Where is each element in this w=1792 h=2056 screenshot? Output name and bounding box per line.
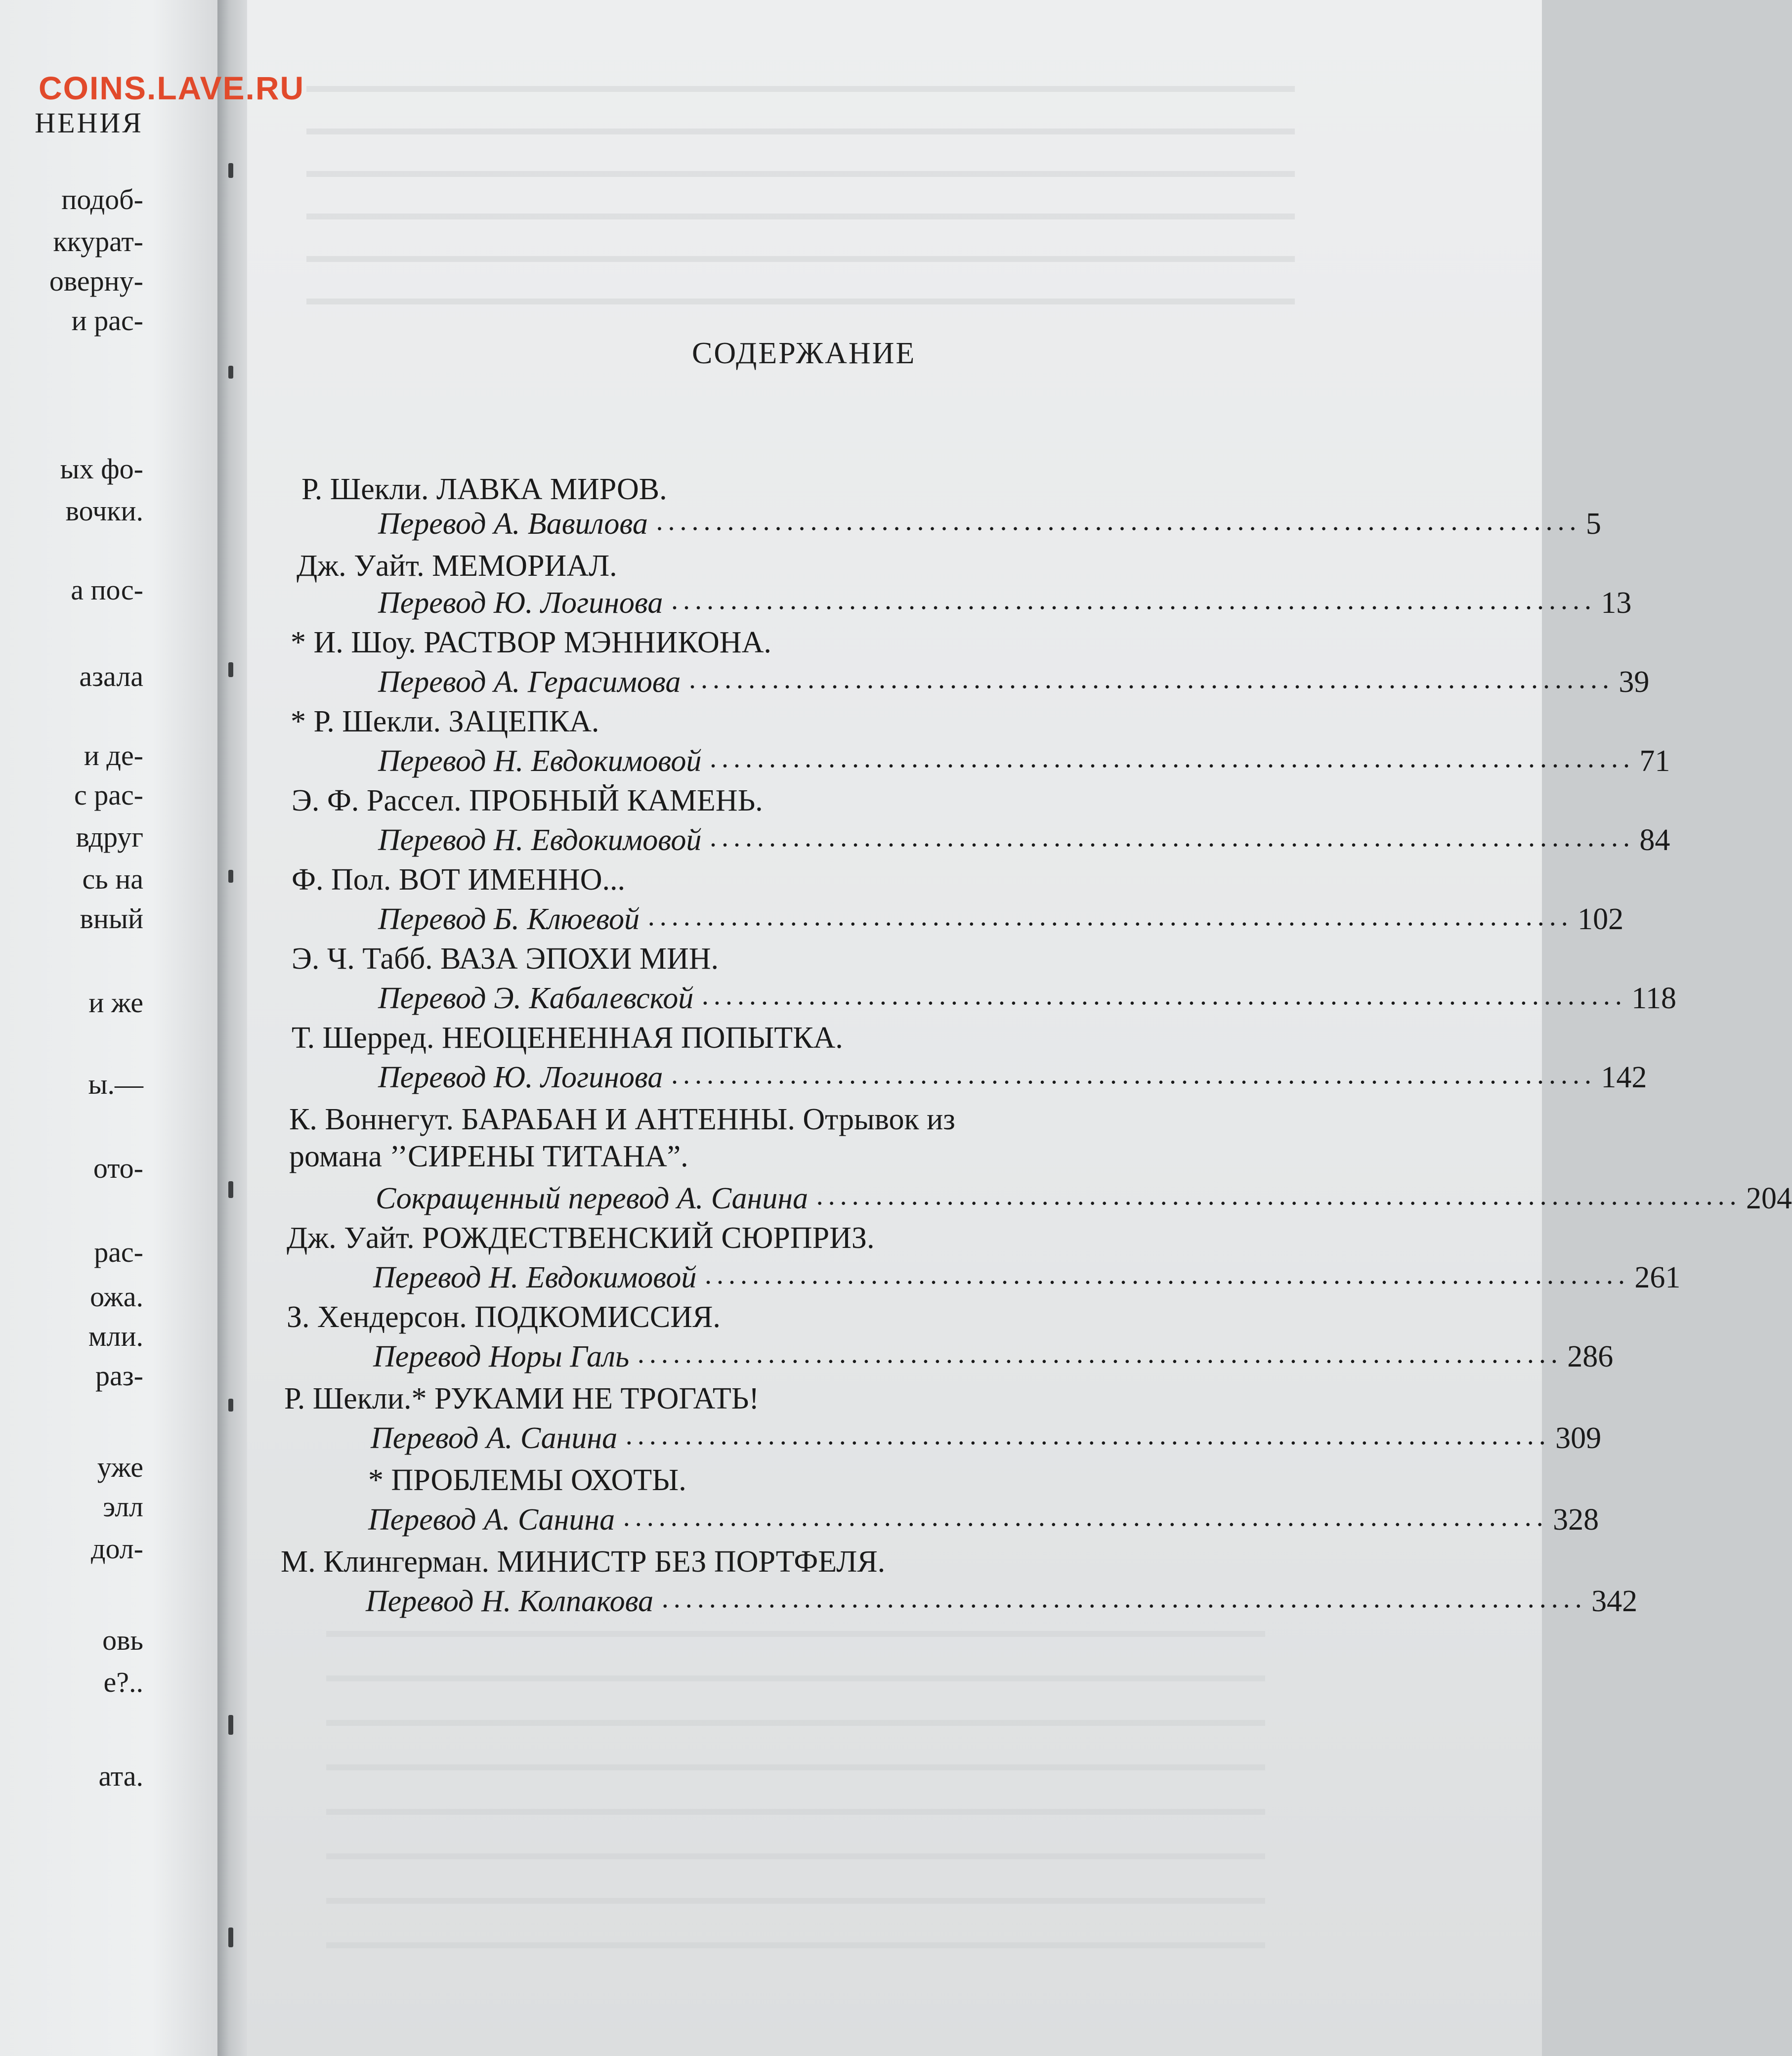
- toc-translation-row: [373, 1327, 1614, 1374]
- left-page-line: ы.—: [88, 1068, 143, 1100]
- toc-translator: Перевод Б. Клюевой: [378, 902, 640, 936]
- left-page-line: вный: [80, 902, 143, 935]
- left-page-line: и де-: [84, 739, 143, 771]
- left-page-line: ото-: [93, 1152, 143, 1184]
- left-page-line: мли.: [88, 1320, 143, 1352]
- toc-leader-dots: ..............................................................................: [638, 1338, 1564, 1369]
- toc-author-title: Э. Ч. Табб. ВАЗА ЭПОХИ МИН.: [292, 942, 719, 976]
- left-page-line: и же: [88, 986, 143, 1019]
- toc-leader-dots: ..............................................................................: [626, 1420, 1552, 1451]
- left-page-line: уже: [97, 1451, 143, 1483]
- toc-page-number: 102: [1578, 902, 1624, 936]
- left-page-line: дол-: [90, 1533, 143, 1565]
- toc-translator: Перевод Н. Евдокимовой: [378, 823, 702, 857]
- toc-author-title: Э. Ф. Рассел. ПРОБНЫЙ КАМЕНЬ.: [292, 784, 763, 817]
- toc-leader-dots: ..............................................................................: [672, 585, 1597, 615]
- toc-author-title: К. Воннегут. БАРАБАН И АНТЕННЫ. Отрывок из: [289, 1103, 955, 1136]
- toc-translator: Перевод Ю. Логинова: [378, 1061, 663, 1094]
- toc-translator: Перевод А. Санина: [371, 1421, 618, 1455]
- left-page-line: овь: [102, 1624, 143, 1656]
- left-page-line: вочки.: [65, 495, 143, 527]
- left-page-line: с рас-: [74, 779, 143, 811]
- toc-page-number: 142: [1601, 1061, 1647, 1094]
- toc-page-number: 328: [1553, 1503, 1599, 1537]
- toc-author-title: Т. Шерред. НЕОЦЕНЕННАЯ ПОПЫТКА.: [292, 1021, 843, 1055]
- toc-translator: Перевод Н. Колпакова: [366, 1585, 654, 1618]
- toc-translator: Перевод А. Санина: [368, 1503, 615, 1537]
- toc-heading: СОДЕРЖАНИЕ: [692, 337, 916, 370]
- toc-page-number: 286: [1567, 1340, 1614, 1373]
- toc-page-number: 309: [1555, 1421, 1602, 1455]
- left-page-line: а пос-: [71, 574, 143, 606]
- left-page-line: азала: [79, 660, 143, 692]
- toc-author-title: * Р. Шекли. ЗАЦЕПКА.: [291, 705, 599, 738]
- toc-leader-dots: ..............................................................................: [710, 822, 1636, 853]
- toc-translation-row: [366, 1572, 1638, 1619]
- toc-leader-dots: ..............................................................................: [656, 506, 1582, 536]
- toc-translator: Перевод Норы Галь: [373, 1340, 630, 1373]
- toc-translator: Перевод Н. Евдокимовой: [378, 744, 702, 778]
- toc-leader-dots: ..............................................................................: [672, 1059, 1597, 1090]
- toc-leader-dots: ..............................................................................: [624, 1501, 1549, 1532]
- toc-author-title: З. Хендерсон. ПОДКОМИССИЯ.: [287, 1300, 721, 1334]
- toc-page-number: 84: [1639, 823, 1670, 857]
- toc-author-title-continued: романа ’’СИРЕНЫ ТИТАНА”.: [289, 1140, 688, 1173]
- toc-translator: Перевод А. Герасимова: [378, 665, 681, 699]
- toc-page-number: 71: [1639, 744, 1670, 778]
- left-page-line: сь на: [82, 863, 143, 895]
- toc-author-title: М. Клингерман. МИНИСТР БЕЗ ПОРТФЕЛЯ.: [281, 1545, 886, 1579]
- toc-author-title: Дж. Уайт. МЕМОРИАЛ.: [297, 549, 617, 583]
- toc-translation-row: [371, 1409, 1602, 1456]
- watermark-logo: COINS.LAVE.RU: [39, 70, 305, 106]
- left-page-line: и рас-: [71, 304, 143, 337]
- toc-page-number: 204: [1746, 1182, 1792, 1215]
- toc-page-number: 39: [1619, 665, 1650, 699]
- toc-translator: Перевод Э. Кабалевской: [378, 982, 694, 1015]
- left-page-line: ата.: [98, 1760, 143, 1792]
- toc-page-number: 5: [1585, 507, 1601, 541]
- toc-author-title: * И. Шоу. РАСТВОР МЭННИКОНА.: [291, 626, 771, 659]
- toc-translation-row: [368, 1490, 1599, 1538]
- toc-translator: Сокращенный перевод А. Санина: [376, 1182, 808, 1215]
- toc-leader-dots: ..............................................................................: [662, 1583, 1588, 1614]
- left-page-line: е?..: [103, 1666, 143, 1698]
- left-page-line: вдруг: [76, 821, 143, 853]
- toc-page-number: 261: [1634, 1261, 1681, 1294]
- left-page-line: рас-: [94, 1236, 143, 1268]
- toc-author-title: * ПРОБЛЕМЫ ОХОТЫ.: [368, 1463, 686, 1497]
- left-page-header: НЕНИЯ: [35, 107, 143, 139]
- toc-author-title: Дж. Уайт. РОЖДЕСТВЕНСКИЙ СЮРПРИЗ.: [287, 1221, 875, 1255]
- left-page-line: раз-: [95, 1360, 143, 1392]
- left-page-line: ожа.: [90, 1281, 143, 1313]
- toc-page-number: 118: [1631, 982, 1676, 1015]
- toc-translator: Перевод А. Вавилова: [378, 507, 648, 541]
- toc-leader-dots: ..............................................................................: [689, 664, 1615, 694]
- toc-page-number: 342: [1591, 1585, 1638, 1618]
- toc-author-title: Р. Шекли. ЛАВКА МИРОВ.: [301, 472, 667, 506]
- toc-leader-dots: ..............................................................................: [648, 901, 1574, 932]
- toc-translator: Перевод Ю. Логинова: [378, 586, 663, 620]
- toc-leader-dots: ..............................................................................: [710, 743, 1636, 773]
- toc-translator: Перевод Н. Евдокимовой: [373, 1261, 697, 1294]
- left-page-line: оверну-: [49, 265, 143, 297]
- toc-page-number: 13: [1601, 586, 1632, 620]
- toc-translation-row: [378, 494, 1601, 542]
- left-page-line: элл: [103, 1491, 143, 1523]
- toc-translation-row: [378, 1048, 1647, 1095]
- toc-leader-dots: ..............................................................................: [702, 980, 1628, 1011]
- toc-author-title: Ф. Пол. ВОТ ИМЕННО...: [292, 863, 625, 897]
- left-page-line: ккурат-: [53, 225, 143, 257]
- toc-author-title: Р. Шекли.* РУКАМИ НЕ ТРОГАТЬ!: [284, 1382, 759, 1415]
- left-page-line: подоб-: [61, 183, 143, 215]
- left-page-line: ых фо-: [60, 453, 143, 485]
- toc-leader-dots: ..............................................................................: [705, 1259, 1631, 1290]
- toc-leader-dots: ..............................................................................: [817, 1180, 1742, 1211]
